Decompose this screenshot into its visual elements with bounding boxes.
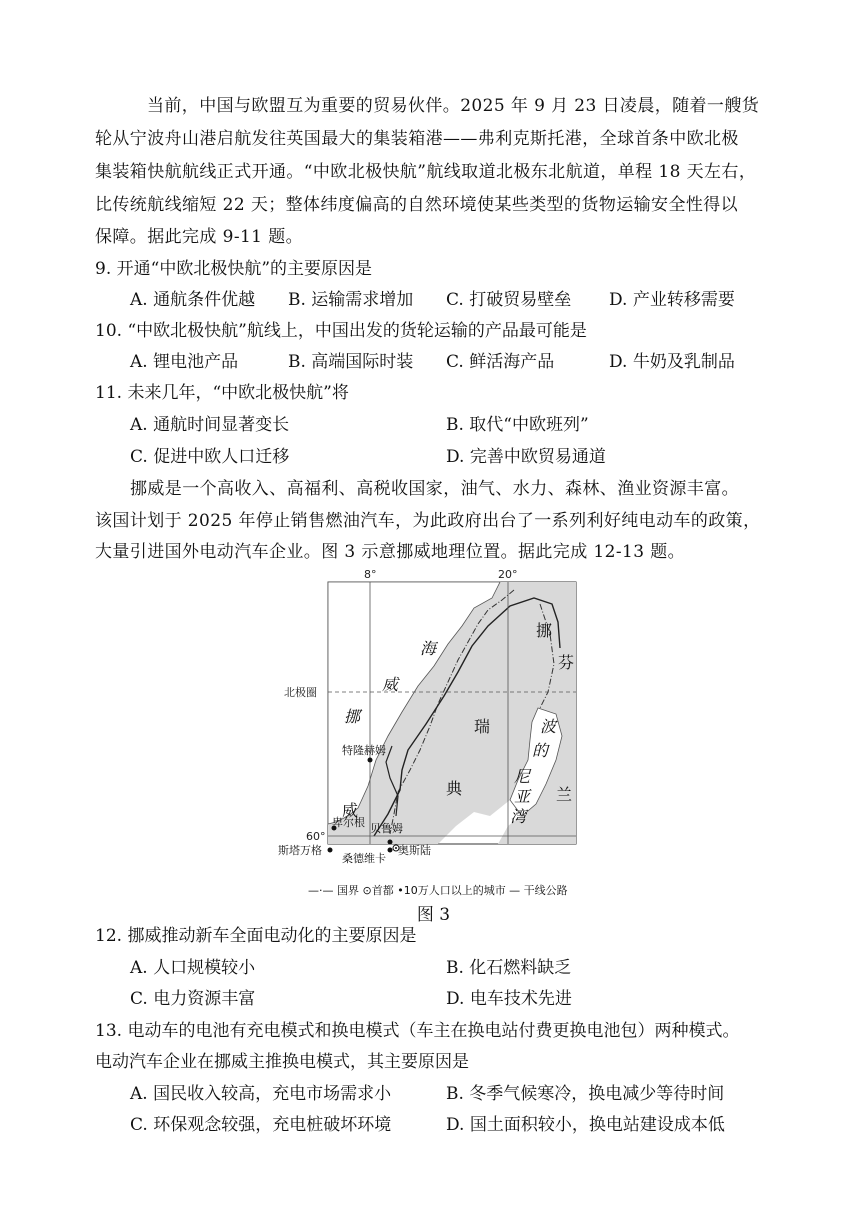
map-legend: —·— 国界 ⊙首都 •10万人口以上的城市 — 干线公路 <box>308 884 568 897</box>
norway-map-figure <box>278 564 590 904</box>
lon-label-8: 8° <box>364 568 377 581</box>
norway-map <box>278 564 590 904</box>
sweden-label-1: 瑞 <box>474 717 491 736</box>
question-10-option-c: C. 鲜活海产品 <box>446 352 555 372</box>
city-trondheim: 特隆赫姆 <box>342 744 386 757</box>
lon-label-20: 20° <box>498 568 518 581</box>
question-10-option-d: D. 牛奶及乳制品 <box>609 352 735 372</box>
city-baerum: 贝鲁姆 <box>370 822 403 835</box>
question-13-option-c: C. 环保观念较强，充电桩破坏环境 <box>130 1115 392 1135</box>
sea-label-1: 海 <box>420 639 437 658</box>
arctic-circle-label: 北极圈 <box>284 686 317 699</box>
question-12-option-b: B. 化石燃料缺乏 <box>446 958 572 978</box>
question-13-option-b: B. 冬季气候寒冷，换电减少等待时间 <box>446 1084 725 1104</box>
gulf-label-4: 亚 <box>514 787 531 806</box>
sea-label-3: 挪 <box>344 707 361 726</box>
city-bergen: 卑尔根 <box>332 816 365 829</box>
question-10-option-b: B. 高端国际时装 <box>288 352 414 372</box>
gulf-label-1: 波 <box>540 717 557 736</box>
question-9-option-c: C. 打破贸易壁垒 <box>446 290 572 310</box>
question-11-stem: 11. 未来几年，“中欧北极快航”将 <box>95 383 349 403</box>
city-oslo: 奥斯陆 <box>398 844 431 857</box>
question-10-option-a: A. 锂电池产品 <box>130 352 239 372</box>
finland-label-1: 挪 <box>536 621 553 640</box>
passage1-line-5: 保障。据此完成 9-11 题。 <box>95 227 303 247</box>
question-9-option-d: D. 产业转移需要 <box>609 290 735 310</box>
sea-label-2: 威 <box>382 675 399 694</box>
question-13-stem-line-1: 13. 电动车的电池有充电模式和换电模式（车主在换电站付费更换电池包）两种模式。 <box>95 1021 740 1041</box>
question-12-option-a: A. 人口规模较小 <box>130 958 256 978</box>
passage1-line-1: 当前，中国与欧盟互为重要的贸易伙伴。2025 年 9 月 23 日凌晨，随着一艘货 <box>147 96 760 116</box>
finland-label-2: 芬 <box>558 653 575 672</box>
question-9-option-a: A. 通航条件优越 <box>130 290 256 310</box>
gulf-label-2: 的 <box>532 741 549 760</box>
sweden-label-2: 典 <box>446 779 463 798</box>
question-11-option-a: A. 通航时间显著变长 <box>130 415 290 435</box>
passage2-line-3: 大量引进国外电动汽车企业。图 3 示意挪威地理位置。据此完成 12-13 题。 <box>95 542 686 562</box>
question-13-stem-line-2: 电动汽车企业在挪威主推换电模式，其主要原因是 <box>95 1052 469 1072</box>
gulf-label-3: 尼 <box>514 767 531 786</box>
question-12-option-c: C. 电力资源丰富 <box>130 989 256 1009</box>
norway-label: 威 <box>342 801 359 820</box>
question-12-option-d: D. 电车技术先进 <box>446 989 572 1009</box>
passage1-line-3: 集装箱快航航线正式开通。“中欧北极快航”航线取道北极东北航道，单程 18 天左右， <box>95 162 757 182</box>
finland-label-3: 兰 <box>556 785 573 804</box>
figure-caption: 图 3 <box>416 905 451 925</box>
question-13-option-a: A. 国民收入较高，充电市场需求小 <box>130 1084 392 1104</box>
city-sandvika: 桑德维卡 <box>342 852 386 865</box>
passage2-line-2: 该国计划于 2025 年停止销售燃油汽车，为此政府出台了一系列利好纯电动车的政策， <box>95 511 761 531</box>
question-11-option-c: C. 促进中欧人口迁移 <box>130 447 290 467</box>
question-13-option-d: D. 国土面积较小，换电站建设成本低 <box>446 1115 725 1135</box>
passage2-line-1: 挪威是一个高收入、高福利、高税收国家，油气、水力、森林、渔业资源丰富。 <box>130 479 739 499</box>
question-9-stem: 9. 开通“中欧北极快航”的主要原因是 <box>95 259 373 279</box>
question-9-option-b: B. 运输需求增加 <box>288 290 414 310</box>
question-11-option-b: B. 取代“中欧班列” <box>446 415 589 435</box>
question-10-stem: 10. “中欧北极快航”航线上，中国出发的货轮运输的产品最可能是 <box>95 321 587 341</box>
passage1-line-4: 比传统航线缩短 22 天；整体纬度偏高的自然环境使某些类型的货物运输安全性得以 <box>95 195 739 215</box>
question-11-option-d: D. 完善中欧贸易通道 <box>446 447 606 467</box>
lat-label-60: 60° <box>306 830 326 843</box>
city-stavanger: 斯塔万格 <box>278 844 322 857</box>
gulf-label-5: 湾 <box>510 807 527 826</box>
passage1-line-2: 轮从宁波舟山港启航发往英国最大的集装箱港——弗利克斯托港，全球首条中欧北极 <box>95 129 739 149</box>
question-12-stem: 12. 挪威推动新车全面电动化的主要原因是 <box>95 926 417 946</box>
